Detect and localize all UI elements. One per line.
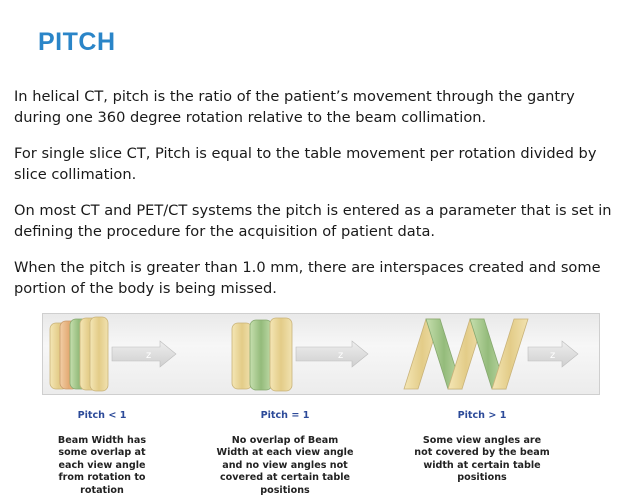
caption-text: Some view angles are not covered by the beam width at certain table positions bbox=[414, 434, 550, 483]
paragraph-helical-definition: In helical CT, pitch is the ratio of the patient’s movement through the gantry during one 360 degree rotation relative to the beam collimation. bbox=[14, 88, 575, 126]
caption-pitch-less-than-one bbox=[44, 397, 160, 497]
caption-pitch-greater-than-one bbox=[412, 397, 552, 485]
paragraph-pet-ct: On most CT and PET/CT systems the pitch is entered as a parameter that is set in defining the procedure for the acquisition of patient data. bbox=[14, 202, 612, 240]
paragraph-interspaces: When the pitch is greater than 1.0 mm, there are interspaces created and some portion of the body is being missed. bbox=[14, 259, 601, 297]
caption-text: No overlap of Beam Width at each view angle and no view angles not covered at certain table positions bbox=[216, 434, 354, 496]
caption-heading: Pitch < 1 bbox=[77, 409, 127, 421]
slide-body bbox=[14, 86, 624, 314]
z-axis-label: z bbox=[338, 350, 344, 361]
z-axis-label: z bbox=[146, 350, 152, 361]
z-axis-label: z bbox=[550, 350, 556, 361]
slide-title: PITCH bbox=[38, 28, 116, 56]
pitch-diagram bbox=[42, 313, 600, 395]
caption-text: Beam Width has some overlap at each view angle from rotation to rotation bbox=[57, 434, 147, 496]
caption-heading: Pitch > 1 bbox=[457, 409, 507, 421]
paragraph-single-slice: For single slice CT, Pitch is equal to the table movement per rotation divided by slice collimation. bbox=[14, 145, 597, 183]
pitch-less-than-one-illustration bbox=[50, 317, 176, 391]
pitch-figure bbox=[42, 313, 600, 496]
pitch-equal-one-illustration bbox=[232, 318, 368, 391]
caption-pitch-equal-one bbox=[214, 397, 356, 497]
pitch-greater-than-one-illustration bbox=[404, 319, 578, 389]
caption-heading: Pitch = 1 bbox=[260, 409, 310, 421]
